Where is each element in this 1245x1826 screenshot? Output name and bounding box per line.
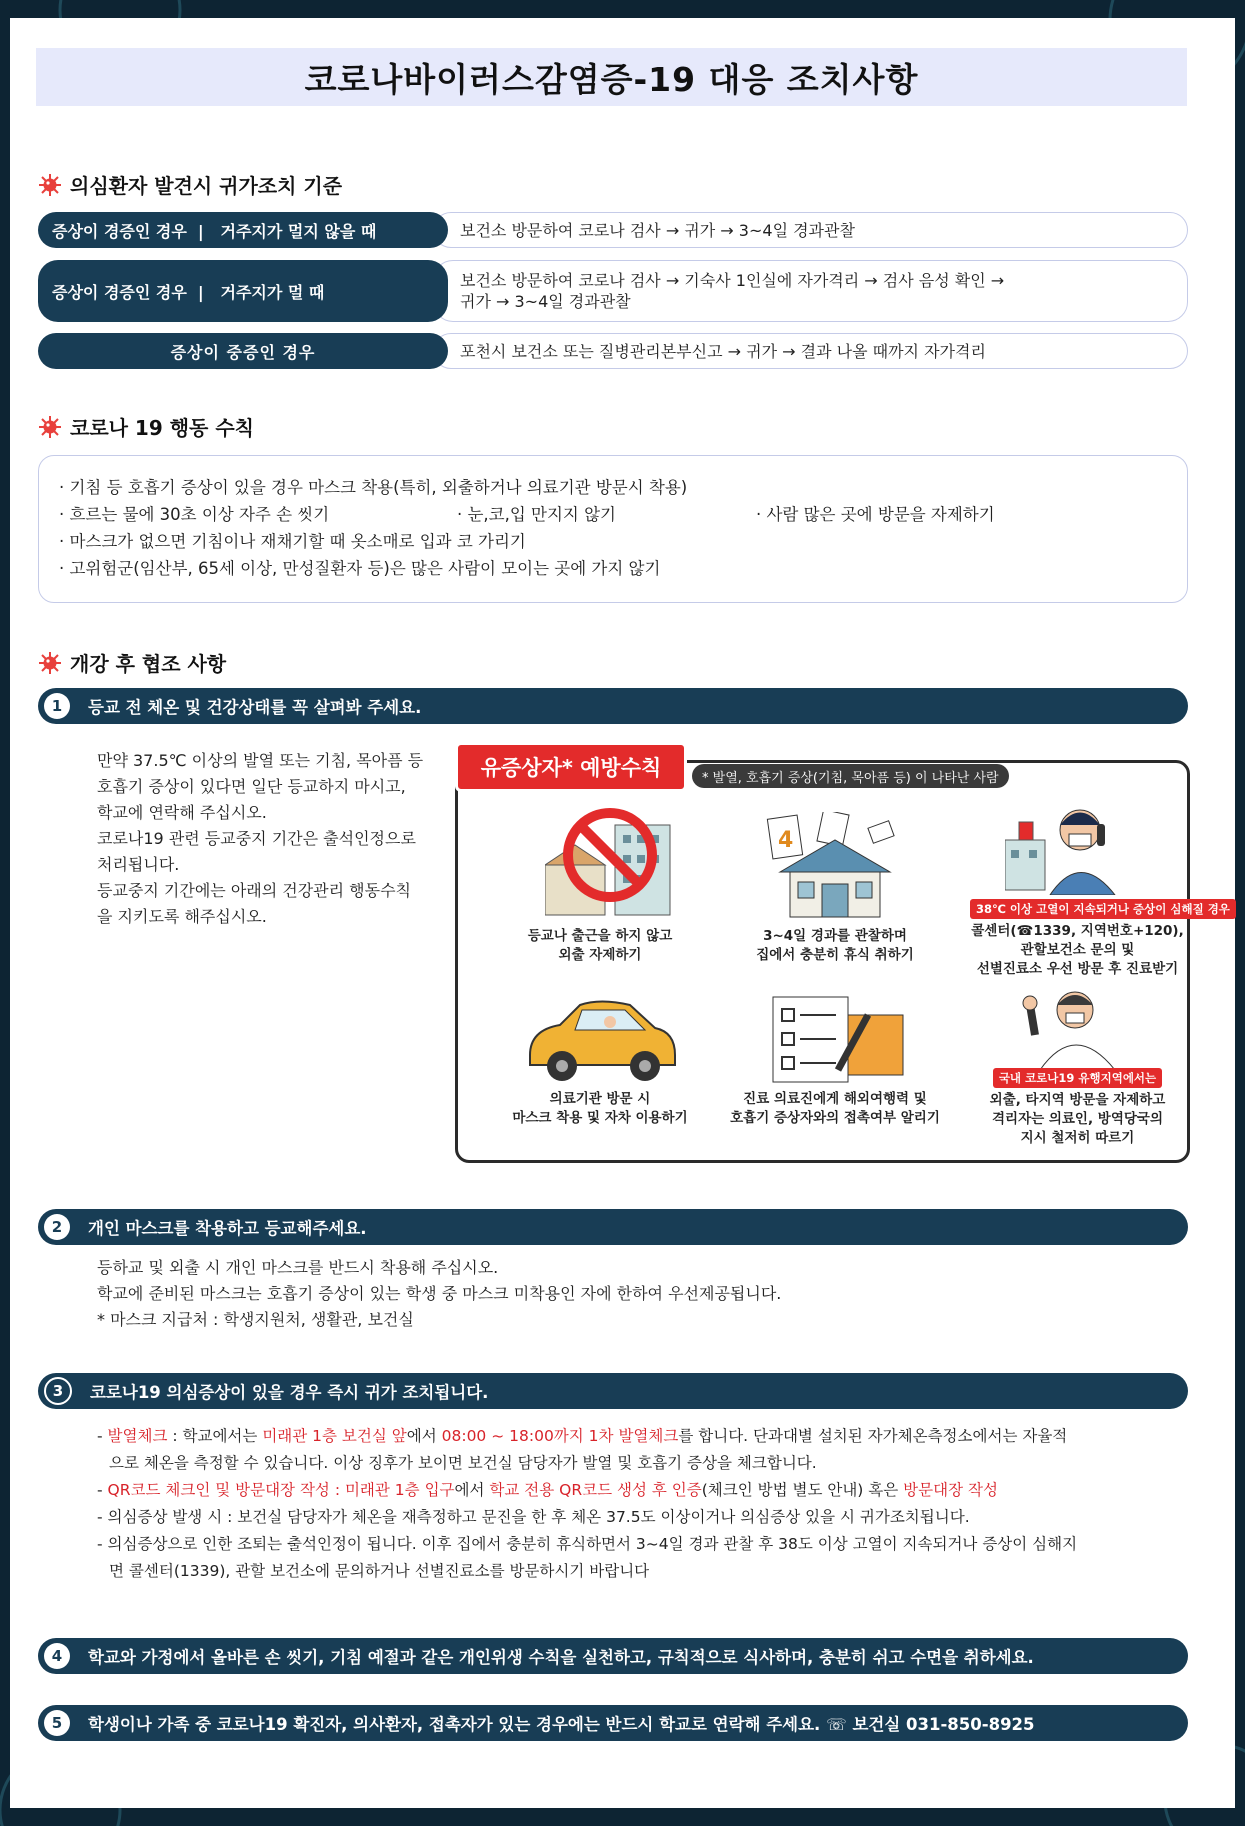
number-badge: 1 <box>44 693 70 719</box>
rule-item: · 고위험군(임산부, 65세 이상, 만성질환자 등)은 많은 사람이 모이는 곳에 가지 않기 <box>59 559 661 578</box>
body-line: - 의심증상으로 인한 조퇴는 출석인정이 됩니다. 이후 집에서 충분히 휴식하면서 3~4일 경과 관찰 후 38도 이상 고열이 지속되거나 증상이 심해지 <box>97 1535 1078 1553</box>
notice-text: 등교 전 체온 및 건강상태를 꼭 살펴봐 주세요. <box>88 698 422 717</box>
warning-tag: 38℃ 이상 고열이 지속되거나 증상이 심해질 경우 <box>970 899 1236 919</box>
action-box <box>433 212 1188 248</box>
condition-pill: 증상이 경증인 경우 | 거주지가 멀 때 <box>38 260 448 322</box>
notice-text: 코로나19 의심증상이 있을 경우 즉시 귀가 조치됩니다. <box>90 1383 489 1402</box>
prevention-item <box>705 1090 965 1128</box>
caption: 외출, 타지역 방문을 자제하고 <box>989 1092 1166 1108</box>
title-bar <box>36 48 1187 106</box>
caption: 호흡기 증상자와의 접촉여부 알리기 <box>730 1110 940 1126</box>
body-line: 호흡기 증상이 있다면 일단 등교하지 마시고, <box>97 777 406 796</box>
item3-body <box>97 1423 1187 1585</box>
no-entry-building-icon <box>545 800 705 920</box>
action-text: 보건소 방문하여 코로나 검사 → 기숙사 1인실에 자가격리 → 검사 음성 확인 → <box>460 271 1005 290</box>
notice-bar-1 <box>38 688 1188 724</box>
prevention-item <box>470 927 730 965</box>
rule-row <box>38 260 1188 322</box>
section-heading-2 <box>38 412 254 441</box>
body-line: 학교에 연락해 주십시오. <box>97 803 267 822</box>
rule-item: · 마스크가 없으면 기침이나 재채기할 때 옷소매로 입과 코 가리기 <box>59 532 526 551</box>
checklist-icon <box>768 995 908 1085</box>
action-text: 보건소 방문하여 코로나 검사 → 귀가 → 3~4일 경과관찰 <box>460 220 855 240</box>
body-line: 처리됩니다. <box>97 855 180 874</box>
caption: 지시 철저히 따르기 <box>1020 1130 1135 1146</box>
notice-bar-3 <box>38 1373 1188 1409</box>
condition-pill: 증상이 경증인 경우 | 거주지가 멀지 않을 때 <box>38 212 448 248</box>
body-line: 학교에 준비된 마스크는 호흡기 증상이 있는 학생 중 마스크 미착용인 자에 한하여 우선제공됩니다. <box>97 1284 782 1303</box>
action-box <box>433 260 1188 322</box>
virus-icon <box>38 173 62 197</box>
item2-body <box>97 1255 1177 1333</box>
caption: 관할보건소 문의 및 <box>1020 942 1135 958</box>
calendar-number: 4 <box>778 828 794 853</box>
caption: 집에서 충분히 휴식 취하기 <box>756 947 914 963</box>
number-badge: 2 <box>44 1214 70 1240</box>
section-title: 의심환자 발견시 귀가조치 기준 <box>70 174 343 198</box>
car-icon <box>520 1000 680 1085</box>
body-line: 을 지키도록 해주십시오. <box>97 907 267 926</box>
action-text: 포천시 보건소 또는 질병관리본부신고 → 귀가 → 결과 나올 때까지 자가격리 <box>460 341 986 361</box>
rule-item: · 눈,코,입 만지지 않기 <box>457 505 616 524</box>
action-text: 귀가 → 3~4일 경과관찰 <box>460 292 631 311</box>
body-line: 으로 체온을 측정할 수 있습니다. 이상 징후가 보이면 보건실 담당자가 발열 및 호흡기 증상을 체크합니다. <box>109 1454 817 1472</box>
notice-bar-5 <box>38 1705 1188 1741</box>
body-line: - QR코드 체크인 및 방문대장 작성 : 미래관 1층 입구에서 학교 전용 QR코드 생성 후 인증(체크인 방법 별도 안내) 혹은 방문대장 작성 <box>97 1481 998 1499</box>
notice-bar-4 <box>38 1638 1188 1674</box>
rule-item: · 사람 많은 곳에 방문을 자제하기 <box>756 505 995 524</box>
caption: 마스크 착용 및 자차 이용하기 <box>512 1110 688 1126</box>
doctor-icon <box>1010 985 1120 1070</box>
caption: 의료기관 방문 시 <box>549 1091 651 1107</box>
caption: 선별진료소 우선 방문 후 진료받기 <box>976 961 1179 977</box>
house-rest-icon <box>760 812 910 922</box>
number-badge: 4 <box>44 1643 70 1669</box>
number-badge: 3 <box>44 1377 72 1405</box>
caption: 진료 의료진에게 해외여행력 및 <box>743 1091 927 1107</box>
prevention-item <box>970 898 1230 979</box>
body-line: 만약 37.5℃ 이상의 발열 또는 기침, 목아픔 등 <box>97 751 424 770</box>
section-title: 개강 후 협조 사항 <box>70 652 227 676</box>
virus-icon <box>38 415 62 439</box>
page-title: 코로나바이러스감염증-19 대응 조치사항 <box>304 59 919 99</box>
notice-text: 학생이나 가족 중 코로나19 확진자, 의사환자, 접촉자가 있는 경우에는 반드시 학교로 연락해 주세요. ☏ 보건실 031-850-8925 <box>88 1715 1035 1734</box>
prevention-item <box>470 1090 730 1128</box>
rule-item: · 흐르는 물에 30초 이상 자주 손 씻기 <box>59 505 330 524</box>
caption: 격리자는 의료인, 방역당국의 <box>991 1111 1164 1127</box>
behavior-rules-box <box>38 455 1188 603</box>
section-heading-3 <box>38 648 226 677</box>
action-box <box>433 333 1188 369</box>
notice-text: 학교와 가정에서 올바른 손 씻기, 기침 예절과 같은 개인위생 수칙을 실천하고, 규칙적으로 식사하며, 충분히 쉬고 수면을 취하세요. <box>88 1648 1034 1667</box>
notice-text: 개인 마스크를 착용하고 등교해주세요. <box>88 1219 367 1238</box>
section-heading-1 <box>38 170 342 199</box>
body-line: 등하교 및 외출 시 개인 마스크를 반드시 착용해 주십시오. <box>97 1258 499 1277</box>
phone-call-person-icon <box>1005 800 1125 895</box>
condition-pill: 증상이 중증인 경우 <box>38 333 448 369</box>
warning-tag: 국내 코로나19 유행지역에서는 <box>993 1068 1162 1088</box>
caption: 콜센터(☎1339, 지역번호+120), <box>971 923 1184 939</box>
body-line: 등교중지 기간에는 아래의 건강관리 행동수칙 <box>97 881 412 900</box>
body-line: 코로나19 관련 등교중지 기간은 출석인정으로 <box>97 829 416 848</box>
prevention-subtitle: * 발열, 호흡기 증상(기침, 목아픔 등) 이 나타난 사람 <box>692 764 1009 788</box>
prevention-item <box>970 1067 1185 1148</box>
prevention-item <box>705 927 965 965</box>
body-line: - 발열체크 : 학교에서는 미래관 1층 보건실 앞에서 08:00 ~ 18:00까지 1차 발열체크를 합니다. 단과대별 설치된 자가체온측정소에서는 자율적 <box>97 1427 1068 1445</box>
prevention-title: 유증상자* 예방수칙 <box>455 742 687 792</box>
virus-icon <box>38 651 62 675</box>
rule-row <box>38 333 1188 369</box>
caption: 등교나 출근을 하지 않고 <box>527 928 673 944</box>
caption: 외출 자제하기 <box>558 947 642 963</box>
section-title: 코로나 19 행동 수칙 <box>70 416 254 440</box>
number-badge: 5 <box>44 1710 70 1736</box>
rule-item: · 기침 등 호흡기 증상이 있을 경우 마스크 착용(특히, 외출하거나 의료기관 방문시 착용) <box>59 478 688 497</box>
caption: 3~4일 경과를 관찰하며 <box>763 928 907 944</box>
item1-body <box>97 748 457 930</box>
rule-row <box>38 212 1188 248</box>
body-line: - 의심증상 발생 시 : 보건실 담당자가 체온을 재측정하고 문진을 한 후 체온 37.5도 이상이거나 의심증상 있을 시 귀가조치됩니다. <box>97 1508 970 1526</box>
body-line: * 마스크 지급처 : 학생지원처, 생활관, 보건실 <box>97 1310 414 1329</box>
body-line: 면 콜센터(1339), 관할 보건소에 문의하거나 선별진료소를 방문하시기 바랍니다 <box>109 1562 650 1580</box>
notice-bar-2 <box>38 1209 1188 1245</box>
